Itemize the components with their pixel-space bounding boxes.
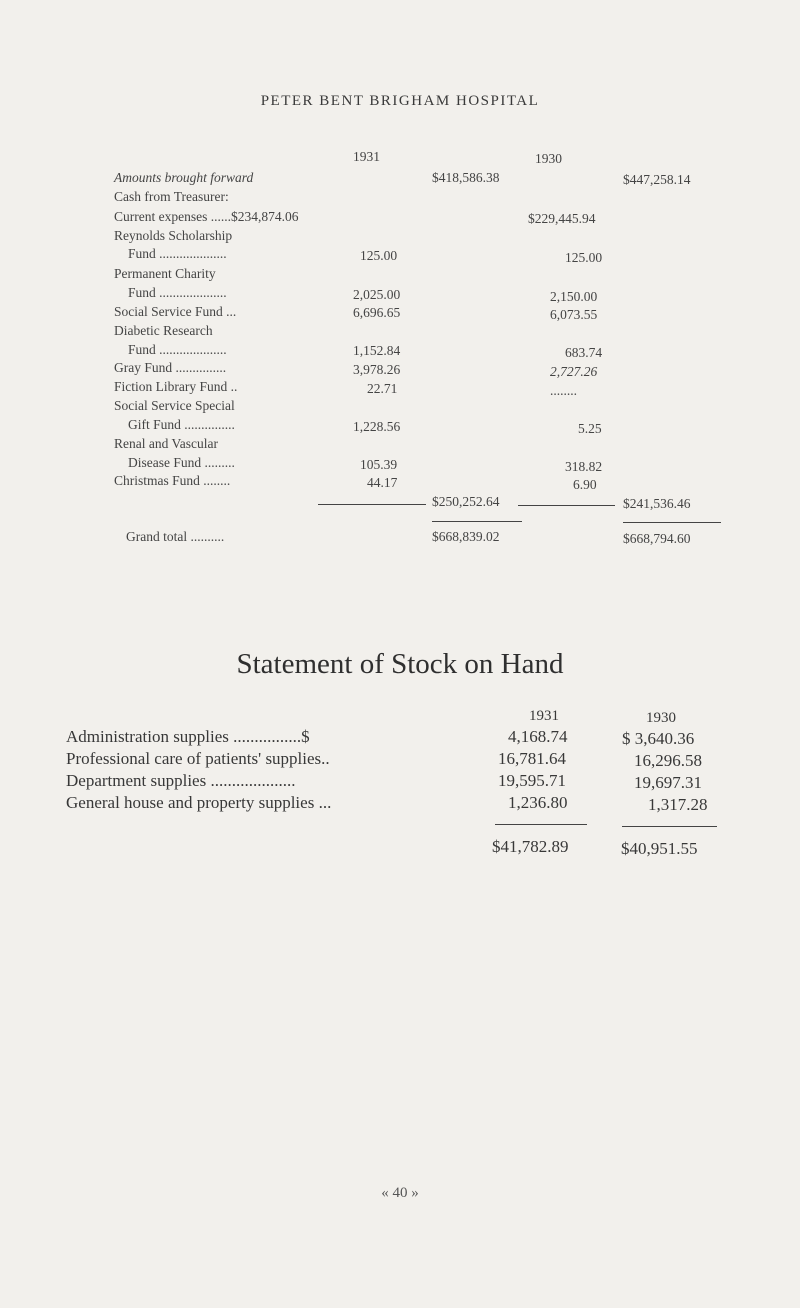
row-label: Fiction Library Fund ..	[114, 379, 238, 394]
stock-row-label: Professional care of patients' supplies..	[66, 749, 330, 768]
page-number: « 40 »	[381, 1185, 419, 1201]
stock-total-1931: $41,782.89	[492, 837, 569, 856]
brought-forward-1930: $447,258.14	[623, 172, 691, 187]
row-label: Social Service Fund ...	[114, 304, 237, 319]
stock-row-label: Department supplies ....................	[66, 771, 296, 790]
grand-total-rule-1930	[623, 522, 721, 523]
row-label: Disease Fund .........	[128, 455, 235, 470]
grand-total-1931: $668,839.02	[432, 529, 500, 544]
year-1931-header: 1931	[353, 149, 380, 164]
row-1931-value: 6,696.65	[353, 305, 401, 320]
row-1930-value: 683.74	[565, 345, 603, 360]
row-label: Diabetic Research	[114, 323, 213, 338]
row-label: Gift Fund ...............	[128, 417, 235, 432]
year-1930-header: 1930	[535, 151, 562, 166]
row-1931-value: 3,978.26	[353, 362, 401, 377]
row-label: Fund ....................	[128, 246, 227, 261]
row-1931-value: 105.39	[360, 457, 398, 472]
row-1930-value: 2,727.26	[550, 364, 598, 379]
grand-total-rule-1931	[432, 521, 522, 522]
stock-total-rule-1931	[495, 824, 587, 825]
row-1931-value: 2,025.00	[353, 287, 401, 302]
row-1930-value: 6,073.55	[550, 307, 598, 322]
stock-section-title: Statement of Stock on Hand	[236, 648, 564, 680]
stock-row-1930-value: 16,296.58	[634, 751, 702, 770]
row-label: Christmas Fund ........	[114, 473, 231, 488]
stock-row-1930-value: 1,317.28	[648, 795, 708, 814]
row-1930-value: 125.00	[565, 250, 603, 265]
stock-row-1930-value: $ 3,640.36	[622, 729, 695, 748]
grand-total-label: Grand total ..........	[126, 529, 225, 544]
grand-total-1930: $668,794.60	[623, 531, 691, 546]
row-1930-value: 318.82	[565, 459, 603, 474]
stock-row-1931-value: 19,595.71	[498, 771, 566, 790]
row-label: Permanent Charity	[114, 266, 216, 281]
row-label: Current expenses ......$234,874.06	[114, 209, 299, 224]
stock-total-1930: $40,951.55	[621, 839, 698, 858]
subtotal-1931: $250,252.64	[432, 494, 500, 509]
row-label: Gray Fund ...............	[114, 360, 227, 375]
stock-row-1931-value: 16,781.64	[498, 749, 566, 768]
row-1930-value: $229,445.94	[528, 211, 596, 226]
stock-row-label: Administration supplies ................$	[66, 727, 310, 746]
row-1931-value: 44.17	[367, 475, 398, 490]
row-label: Fund ....................	[128, 342, 227, 357]
row-label: Social Service Special	[114, 398, 235, 413]
row-1931-value: 125.00	[360, 248, 398, 263]
stock-row-1931-value: 4,168.74	[508, 727, 568, 746]
row-label: Reynolds Scholarship	[114, 228, 233, 243]
stock-total-rule-1930	[622, 826, 717, 827]
row-label: Renal and Vascular	[114, 436, 218, 451]
row-1930-value: 5.25	[578, 421, 602, 436]
row-label: Fund ....................	[128, 285, 227, 300]
subtotal-rule-1930	[518, 505, 615, 506]
page-header: PETER BENT BRIGHAM HOSPITAL	[260, 93, 540, 109]
stock-row-1931-value: 1,236.80	[508, 793, 568, 812]
stock-year-1930-header: 1930	[646, 710, 676, 726]
stock-row-label: General house and property supplies ...	[66, 793, 332, 812]
row-1931-value: 22.71	[367, 381, 398, 396]
subtotal-1930: $241,536.46	[623, 496, 691, 511]
row-1930-value: 6.90	[573, 477, 597, 492]
stock-row-1930-value: 19,697.31	[634, 773, 702, 792]
row-1931-value: 1,228.56	[353, 419, 401, 434]
brought-forward-label: Amounts brought forward	[114, 170, 254, 185]
row-1931-value: 1,152.84	[353, 343, 401, 358]
subtotal-rule-1931	[318, 504, 426, 505]
cash-from-treasurer: Cash from Treasurer:	[114, 189, 229, 204]
row-1930-value: ........	[550, 383, 577, 398]
stock-year-1931-header: 1931	[529, 708, 559, 724]
row-1930-value: 2,150.00	[550, 289, 598, 304]
brought-forward-1931: $418,586.38	[432, 170, 500, 185]
